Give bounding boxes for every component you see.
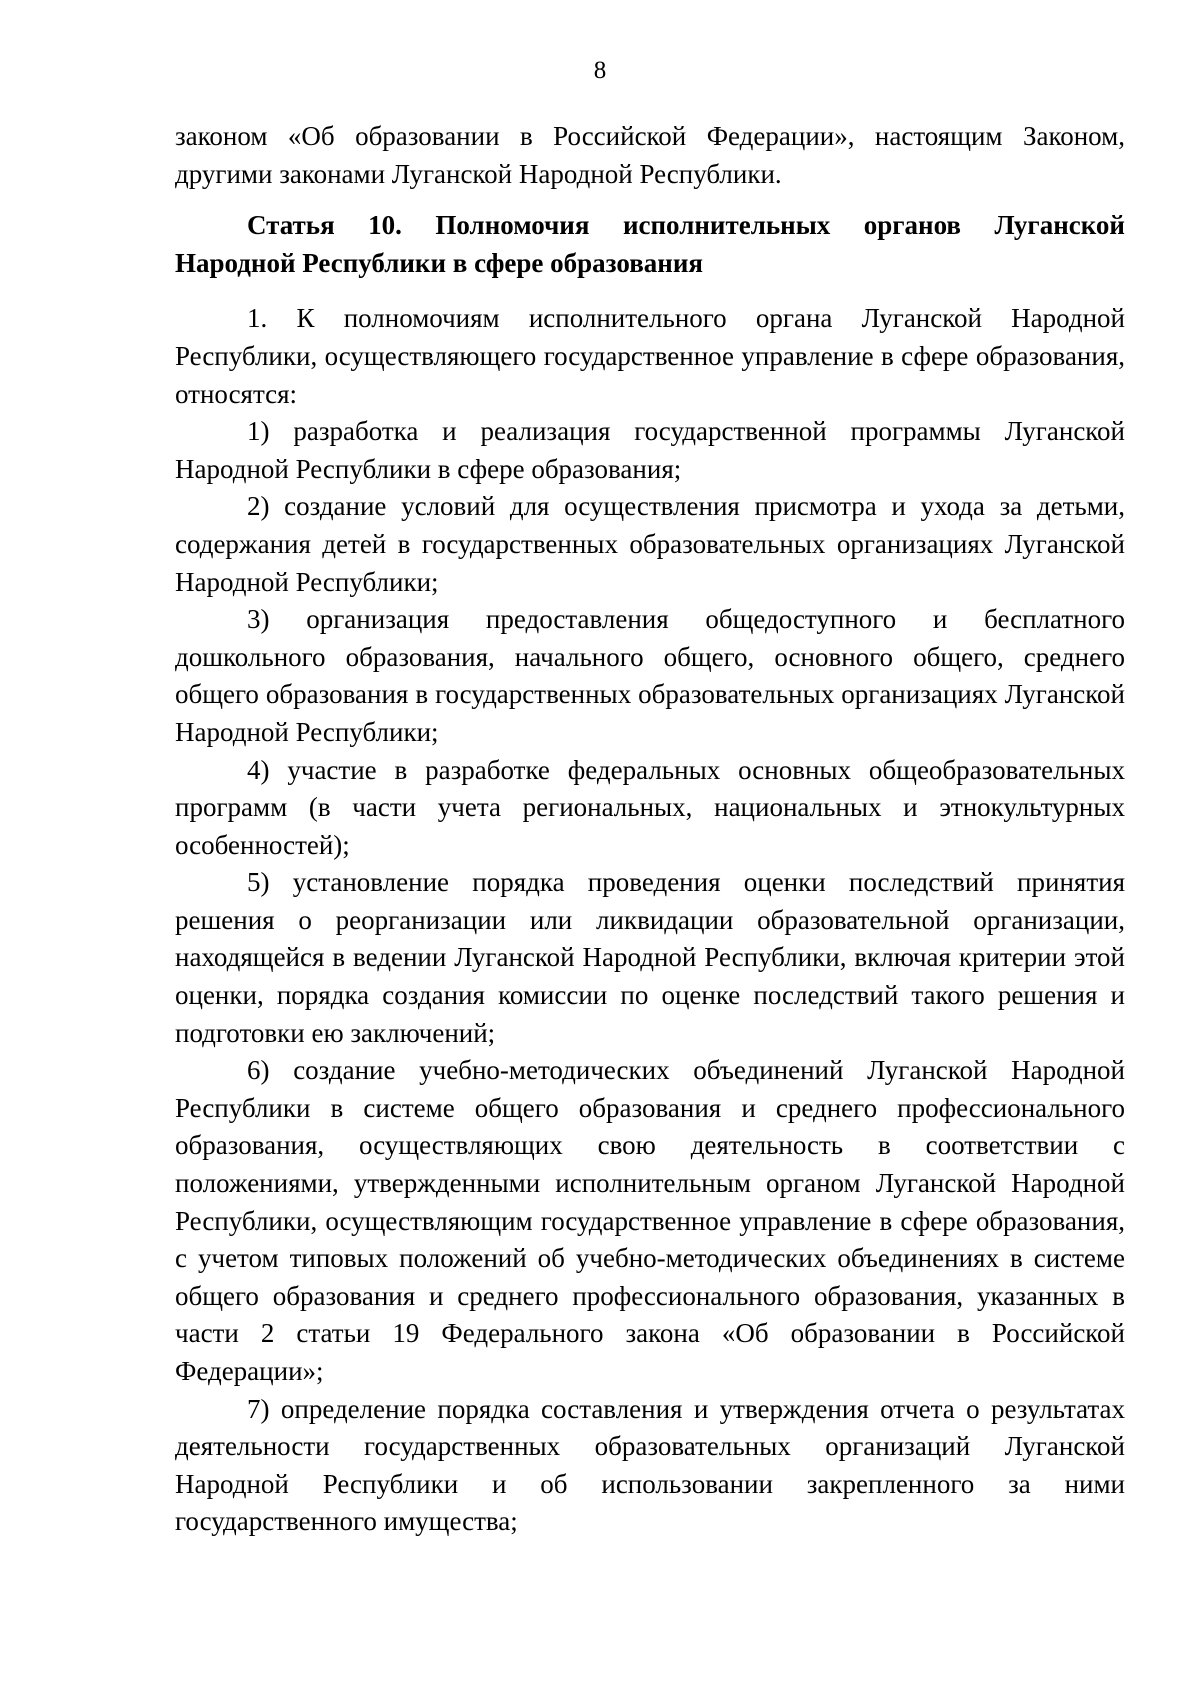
list-item-6: 6) создание учебно-методических объединений Луганской Народной Республики в системе общего образования и среднего профессионального образования, осуществляющих свою деятельность в соответствии с положениями, утвержденными исполнительным органом Луганской Народной Республики, осуществляющим государственное управление в сфере образования, с учетом типовых положений об учебно-методических объединениях в системе общего образования и среднего профессионального образования, указанных в части 2 статьи 19 Федерального закона «Об образовании в Российской Федерации»;	[175, 1055, 1125, 1386]
article-heading	[175, 207, 1125, 282]
article-heading-line2: Народной Республики в сфере образования	[175, 247, 704, 278]
list-item-5: 5) установление порядка проведения оценки последствий принятия решения о реорганизации или ликвидации образовательной организации, находящейся в ведении Луганской Народной Республики, включая критерии этой оценки, порядка создания комиссии по оценке последствий такого решения и подготовки ею заключений;	[175, 867, 1125, 1048]
page-number: 8	[593, 57, 607, 84]
article-heading-line1: Статья 10. Полномочия исполнительных органов Луганской	[247, 210, 1125, 241]
paragraph-clause-1: 1. К полномочиям исполнительного органа Луганской Народной Республики, осуществляющего государственное управление в сфере образования, относятся:	[175, 303, 1125, 409]
list-item-1: 1) разработка и реализация государственной программы Луганской Народной Республики в сфере образования;	[175, 416, 1125, 484]
list-item-4: 4) участие в разработке федеральных основных общеобразовательных программ (в части учета региональных, национальных и этнокультурных особенностей);	[175, 754, 1125, 860]
list-item-7: 7) определение порядка составления и утверждения отчета о результатах деятельности государственных образовательных организаций Луганской Народной Республики и об использовании закрепленного за ними государственного имущества;	[175, 1393, 1125, 1537]
intro-paragraph: законом «Об образовании в Российской Федерации», настоящим Законом, другими законами Луганской Народной Республики.	[175, 121, 1125, 189]
list-item-2: 2) создание условий для осуществления присмотра и ухода за детьми, содержания детей в государственных образовательных организациях Луганской Народной Республики;	[175, 491, 1125, 597]
document-body	[175, 118, 1125, 1541]
list-item-3: 3) организация предоставления общедоступного и бесплатного дошкольного образования, начального общего, основного общего, среднего общего образования в государственных образовательных организациях Луганской Народной Республики;	[175, 604, 1125, 747]
